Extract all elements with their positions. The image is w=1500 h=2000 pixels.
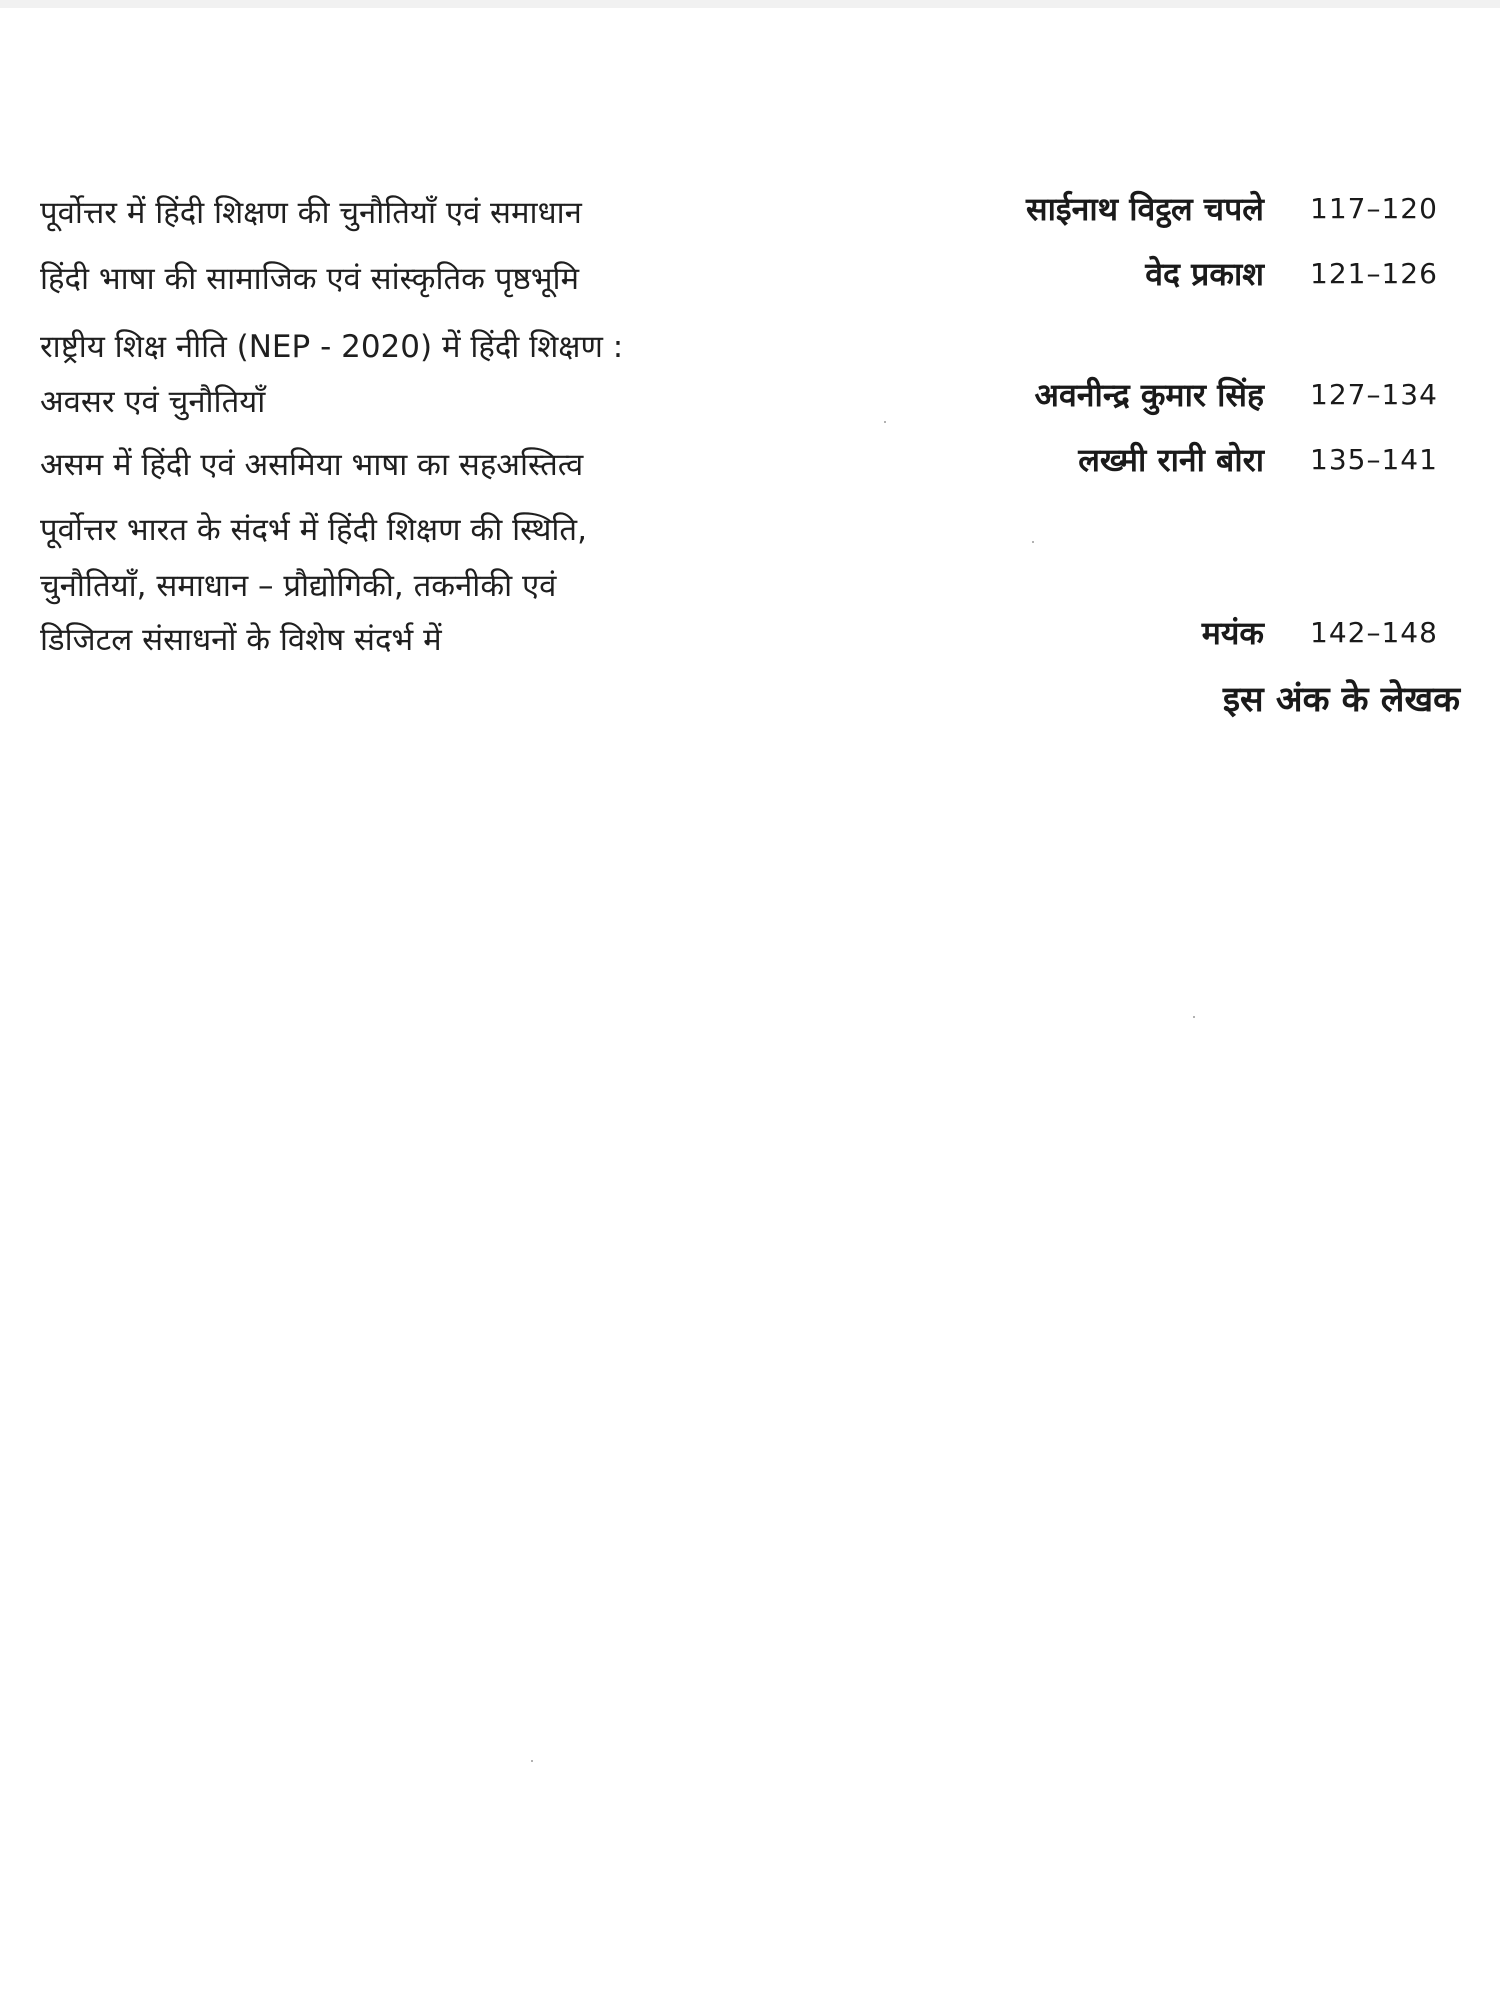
scan-speck xyxy=(1193,1016,1195,1018)
entry-title-line: अवसर एवं चुनौतियाँ xyxy=(40,384,266,420)
entry-title-line: हिंदी भाषा की सामाजिक एवं सांस्कृतिक पृष्ठभूमि xyxy=(40,261,580,297)
entry-title-line: पूर्वोत्तर भारत के संदर्भ में हिंदी शिक्षण की स्थिति, xyxy=(40,512,587,548)
scan-speck xyxy=(884,421,886,423)
entry-page-range: 117–120 xyxy=(1310,192,1438,225)
entry-page-range: 121–126 xyxy=(1310,257,1438,290)
entry-title-line: पूर्वोत्तर में हिंदी शिक्षण की चुनौतियाँ एवं समाधान xyxy=(40,195,582,231)
entry-page-range: 127–134 xyxy=(1310,378,1438,411)
entry-title-line: राष्ट्रीय शिक्ष नीति (NEP - 2020) में हिंदी शिक्षण : xyxy=(40,329,624,365)
entry-page-range: 142–148 xyxy=(1310,616,1438,649)
entry-author: अवनीन्द्र कुमार सिंह xyxy=(1034,376,1264,414)
entry-title-line: असम में हिंदी एवं असमिया भाषा का सहअस्तित्व xyxy=(40,447,584,483)
entry-author: वेद प्रकाश xyxy=(1145,255,1264,293)
entry-title-line: डिजिटल संसाधनों के विशेष संदर्भ में xyxy=(40,622,442,658)
entry-page-range: 135–141 xyxy=(1310,443,1438,476)
entry-author: मयंक xyxy=(1201,614,1264,652)
entry-title-line: चुनौतियाँ, समाधान – प्रौद्योगिकी, तकनीकी एवं xyxy=(40,568,557,604)
scan-speck xyxy=(531,1760,533,1762)
entry-author: साईनाथ विट्ठल चपले xyxy=(1025,190,1264,228)
authors-heading: इस अंक के लेखक xyxy=(1222,680,1460,720)
entry-author: लख्मी रानी बोरा xyxy=(1078,441,1264,479)
scan-speck xyxy=(1032,541,1034,543)
